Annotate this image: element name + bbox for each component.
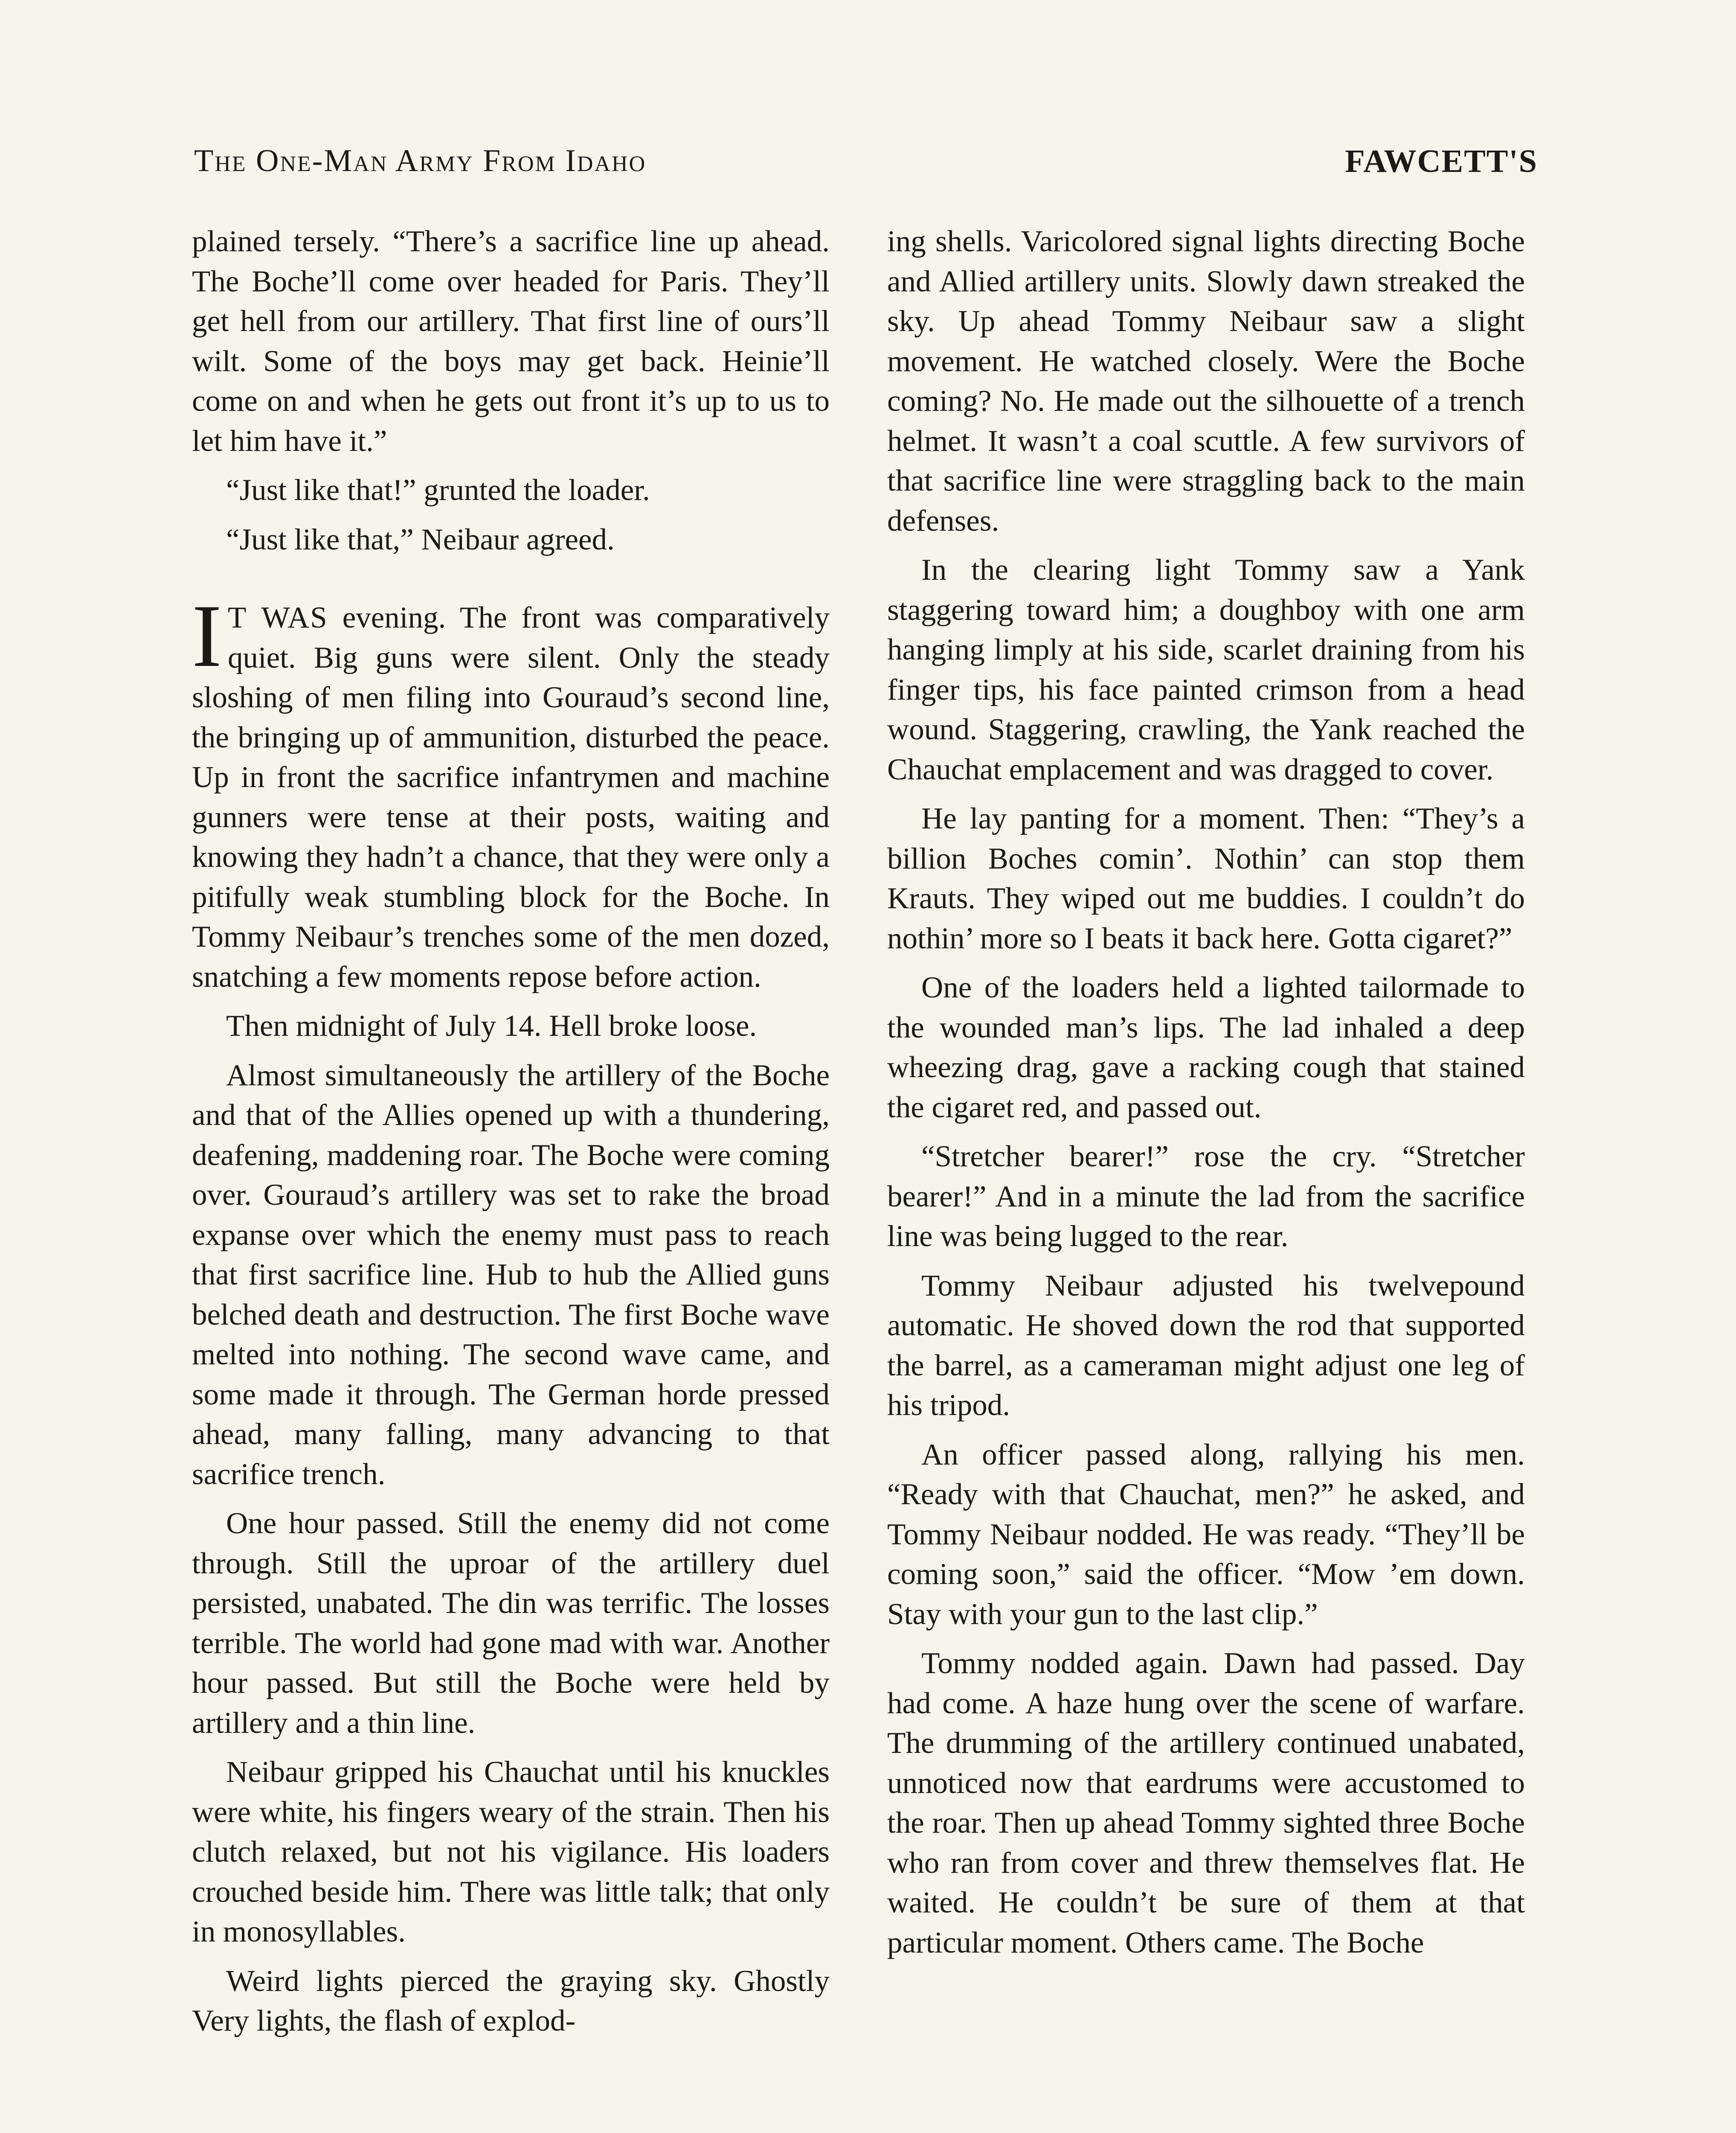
paragraph: plained tersely. “There’s a sacrifice line up ahead. The Boche’ll come over headed for Paris. They’ll get hell from our artillery. That first line of ours’ll wilt. Some of the boys may get back. Heinie’ll come on and when he gets out front it’s up to us to let him have it.” — [192, 225, 830, 458]
paragraph: One hour passed. Still the enemy did not come through. Still the uproar of the artillery duel persisted, unabated. The din was terrific. The losses terrible. The world had gone mad with war. Another hour passed. But still the Boche were held by artillery and a thin line. — [192, 1507, 830, 1740]
paragraph: “Just like that!” grunted the loader. — [226, 474, 650, 507]
paragraph: In the clearing light Tommy saw a Yank staggering toward him; a doughboy with one arm hanging limply at his side, scarlet draining from his finger tips, his face painted crimson from a head wound. Staggering, crawling, the Yank reached the Chauchat emplacement and was dragged to cover. — [887, 553, 1525, 786]
running-header — [194, 143, 1538, 194]
running-title: The One-Man Army From Idaho — [194, 143, 647, 178]
paragraph: Neibaur gripped his Chauchat until his knuckles were white, his fingers weary of the strain. Then his clutch relaxed, but not his vigilance. His loaders crouched beside him. There was little talk; that only in monosyllables. — [192, 1755, 830, 1948]
paragraph: Then midnight of July 14. Hell broke loose. — [226, 1009, 757, 1043]
section-start-paragraph — [192, 587, 830, 997]
paragraph-text: evening. The front was comparatively quiet. Big guns were silent. Only the steady sloshing of men filing into Gouraud’s second line, the bringing up of ammunition, disturbed the peace. Up in front the sacrifice infantrymen and machine gunners were tense at their posts, waiting and knowing they hadn’t a chance, that they were only a pitifully weak stumbling block for the Boche. In Tommy Neibaur’s trenches some of the men dozed, snatching a few moments repose before action. — [192, 601, 830, 994]
paragraph: Almost simultaneously the artillery of the Boche and that of the Allies opened up with a thundering, deafening, maddening roar. The Boche were coming over. Gouraud’s artillery was set to rake the broad expanse over which the enemy must pass to reach that first sacrifice line. Hub to hub the Allied guns belched death and destruction. The first Boche wave melted into nothing. The second wave came, and some made it through. The German horde pressed ahead, many falling, many advancing to that sacrifice trench. — [192, 1058, 830, 1491]
drop-cap: I — [192, 587, 222, 686]
paragraph: Tommy nodded again. Dawn had passed. Day had come. A haze hung over the scene of warfare. The drumming of the artillery continued unabated, unnoticed now that eardrums were accustomed to the roar. Then up ahead Tommy sighted three Boche who ran from cover and threw themselves flat. He waited. He couldn’t be sure of them at that particular moment. Others came. The Boche — [887, 1647, 1525, 1959]
paragraph: Weird lights pierced the graying sky. Ghostly Very lights, the flash of explod- — [192, 1964, 830, 2037]
paragraph: Tommy Neibaur adjusted his twelvepound automatic. He shoved down the rod that supported the barrel, as a cameraman might adjust one leg of his tripod. — [887, 1269, 1525, 1422]
paragraph: An officer passed along, rallying his men. “Ready with that Chauchat, men?” he asked, and Tommy Neibaur nodded. He was ready. “They’ll be coming soon,” said the officer. “Mow ’em down. Stay with your gun to the last clip.” — [887, 1438, 1525, 1631]
left-column — [192, 222, 830, 2051]
right-column — [887, 222, 1525, 1972]
publication-name: FAWCETT'S — [1345, 143, 1538, 179]
paragraph: He lay panting for a moment. Then: “They’s a billion Boches comin’. Nothin’ can stop them Krauts. They wiped out me buddies. I couldn’t do nothin’ more so I beats it back here. Gotta cigaret?” — [887, 802, 1525, 955]
paragraph: ing shells. Varicolored signal lights directing Boche and Allied artillery units. Slowly dawn streaked the sky. Up ahead Tommy Neibaur saw a slight movement. He watched closely. Were the Boche coming? No. He made out the silhouette of a trench helmet. It wasn’t a coal scuttle. A few survivors of that sacrifice line were straggling back to the main defenses. — [887, 225, 1525, 538]
paragraph: “Just like that,” Neibaur agreed. — [226, 523, 615, 556]
lead-in: T WAS — [227, 601, 328, 634]
paragraph: One of the loaders held a lighted tailormade to the wounded man’s lips. The lad inhaled a deep wheezing drag, gave a racking cough that stained the cigaret red, and passed out. — [887, 971, 1525, 1124]
paragraph: “Stretcher bearer!” rose the cry. “Stretcher bearer!” And in a minute the lad from the sacrifice line was being lugged to the rear. — [887, 1140, 1525, 1253]
